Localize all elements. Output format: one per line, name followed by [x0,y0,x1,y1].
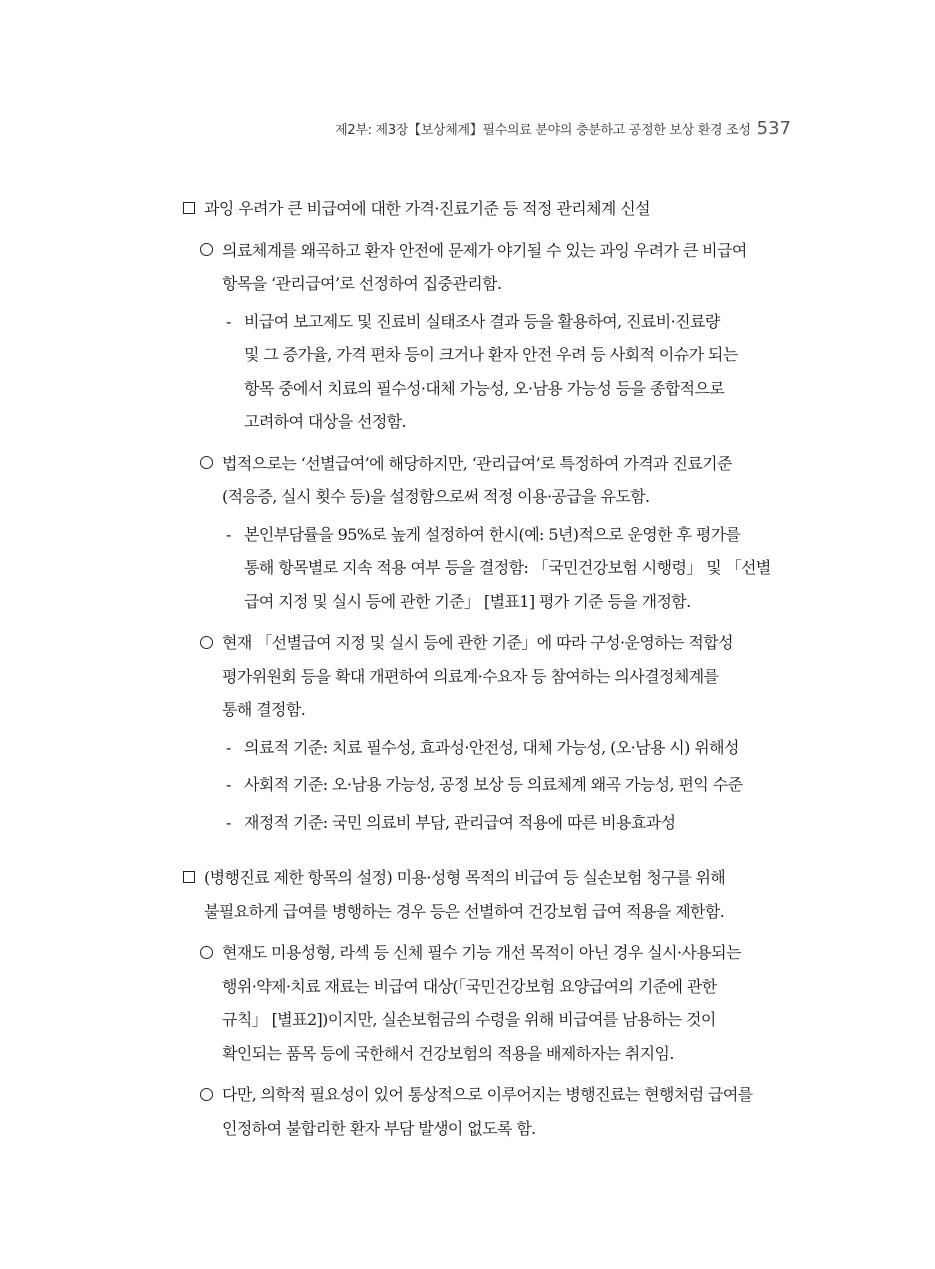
circle-bullet-icon [200,447,213,481]
running-header [335,118,791,139]
dash-item: - 의료적 기준: 치료 필수성, 효과성·안전성, 대체 가능성, (오·남용 시) 위해성 [222,731,795,765]
dash-item: - 사회적 기준: 오·남용 가능성, 공정 보상 등 의료체계 왜곡 가능성, 편익 수준 [222,768,795,802]
square-bullet-icon [183,861,195,895]
dash-item: - 본인부담률을 95%로 높게 설정하여 한시(예: 5년)적으로 운영한 후 평가를 통해 항목별로 지속 적용 여부 등을 결정함: 「국민건강보험 시행령」 및 「선별 급여 지정 및 실시 등에 관한 기준」 [별표1] 평가 기준 등을 개정함. [222,518,795,619]
section-heading: (병행진료 제한 항목의 설정) 미용·성형 목적의 비급여 등 실손보험 청구를 위해 불필요하게 급여를 병행하는 경우 등은 선별하여 건강보험 급여 적용을 제한함. [180,861,795,928]
document-body [180,192,795,1145]
dash-bullet-icon: - [226,812,231,832]
circle-item: 법적으로는 ‘선별급여’에 해당하지만, ‘관리급여’로 특정하여 가격과 진료기준 (적응증, 실시 횟수 등)을 설정함으로써 적정 이용·공급을 유도함. [200,447,795,514]
circle-item: 현재도 미용성형, 라섹 등 신체 필수 기능 개선 목적이 아닌 경우 실시·사용되는 행위·약제·치료 재료는 비급여 대상(「국민건강보험 요양급여의 기준에 관한 규칙」 [별표2])이지만, 실손보험금의 수령을 위해 비급여를 남용하는 것이 확인되는 품목 등에 국한해서 건강보험의 적용을 배제하자는 취지임. [200,936,795,1070]
circle-bullet-icon [200,234,213,268]
square-bullet-icon [183,192,195,226]
section-heading: 과잉 우려가 큰 비급여에 대한 가격·진료기준 등 적정 관리체계 신설 [180,192,795,226]
running-title: 제2부: 제3장【보상체계】필수의료 분야의 충분하고 공정한 보상 환경 조성 [335,123,751,138]
circle-bullet-icon [200,936,213,970]
dash-bullet-icon: - [226,737,231,757]
dash-item: - 재정적 기준: 국민 의료비 부담, 관리급여 적용에 따른 비용효과성 [222,806,795,840]
circle-item: 의료체계를 왜곡하고 환자 안전에 문제가 야기될 수 있는 과잉 우려가 큰 비급여 항목을 ‘관리급여’로 선정하여 집중관리함. [200,234,795,301]
page-number: 537 [756,118,791,139]
circle-item: 다만, 의학적 필요성이 있어 통상적으로 이루어지는 병행진료는 현행처럼 급여를 인정하여 불합리한 환자 부담 발생이 없도록 함. [200,1078,795,1145]
circle-bullet-icon [200,1078,213,1112]
dash-bullet-icon: - [226,775,231,794]
dash-item: - 비급여 보고제도 및 진료비 실태조사 결과 등을 활용하여, 진료비·진료량 및 그 증가율, 가격 편차 등이 크거나 환자 안전 우려 등 사회적 이슈가 되는 항목 중에서 치료의 필수성·대체 가능성, 오·남용 가능성 등을 종합적으로 고려하여 대상을 선정함. [222,305,795,439]
circle-bullet-icon [200,626,213,660]
dash-bullet-icon: - [226,311,231,331]
circle-item: 현재 「선별급여 지정 및 실시 등에 관한 기준」에 따라 구성·운영하는 적합성 평가위원회 등을 확대 개편하여 의료계·수요자 등 참여하는 의사결정체계를 통해 결정함. [200,626,795,727]
dash-bullet-icon: - [226,524,231,544]
